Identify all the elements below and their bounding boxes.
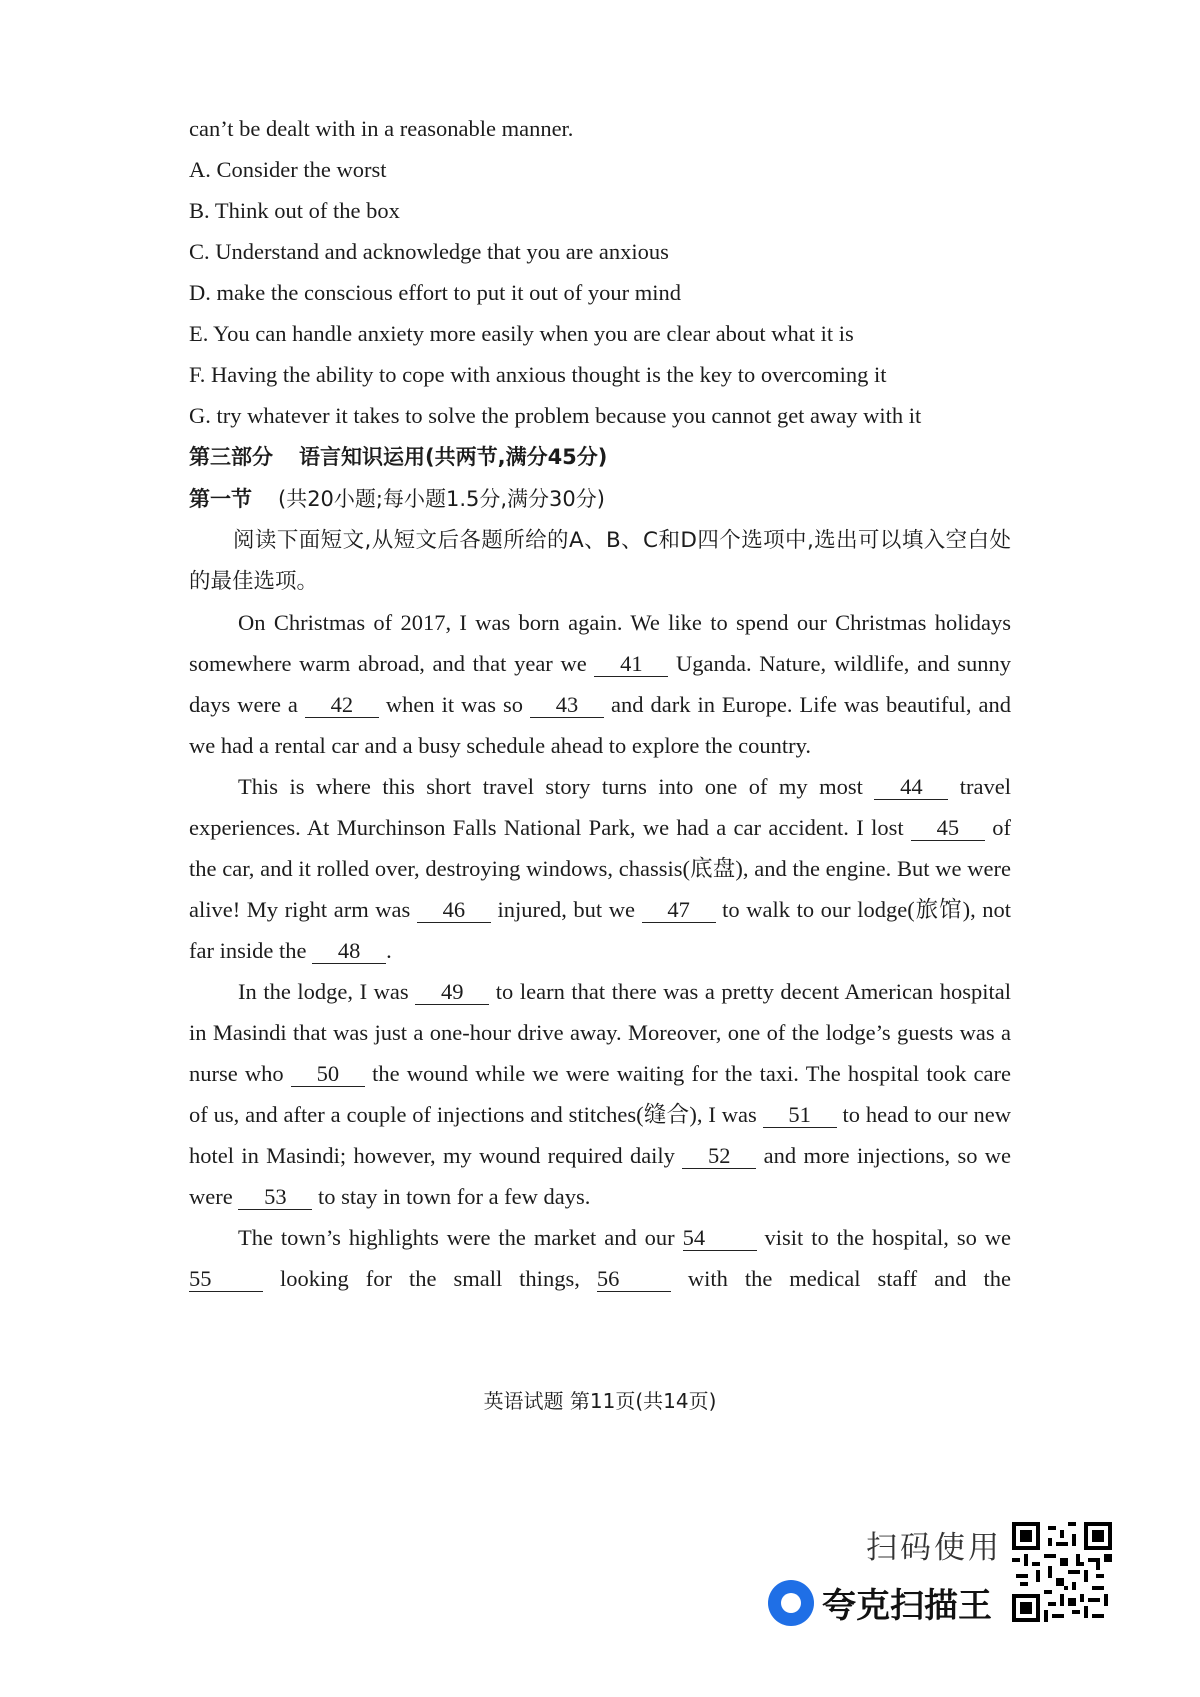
section3-subtitle: 语言知识运用(共两节,满分45分) (299, 445, 608, 469)
option-e: E. You can handle anxiety more easily when you are clear about what it is (189, 321, 854, 346)
blank-52[interactable]: 52 (682, 1144, 756, 1169)
option-d: D. make the conscious effort to put it out of your mind (189, 280, 682, 305)
option-b: B. Think out of the box (189, 198, 400, 223)
passage-paragraph-3: In the lodge, I was 49 to learn that there was a pretty decent American hospital in Masindi that was just a one-hour drive away. Moreover, one of the lodge’s guests was a nurse who 50 the wound while we were waiting for the taxi. The hospital took care of us, and after a couple of injections and stitches(缝合), I was 51 to head to our new hotel in Masindi; however, my wound required daily 52 and more injections, so we were 53 to stay in town for a few days. (189, 979, 1012, 1209)
watermark-brand (768, 1578, 992, 1627)
blank-56[interactable]: 56 (597, 1267, 671, 1292)
passage-paragraph-4: The town’s highlights were the market and our 54 visit to the hospital, so we 55 looking for the small things, 56 with the medical staff and the (189, 1225, 1012, 1291)
blank-45[interactable]: 45 (911, 816, 985, 841)
section1-title: 第一节 (189, 487, 252, 511)
option-c: C. Understand and acknowledge that you are anxious (189, 239, 669, 264)
text-line: can’t be dealt with in a reasonable manner. (189, 116, 574, 141)
blank-42[interactable]: 42 (305, 693, 379, 718)
section3-title: 第三部分 (189, 445, 273, 469)
option-a: A. Consider the worst (189, 157, 387, 182)
blank-51[interactable]: 51 (763, 1103, 837, 1128)
blank-50[interactable]: 50 (291, 1062, 365, 1087)
blank-54[interactable]: 54 (683, 1226, 757, 1251)
section1-heading (189, 478, 1011, 520)
section3-heading (189, 436, 1011, 478)
blank-44[interactable]: 44 (874, 775, 948, 800)
passage-paragraph-1: On Christmas of 2017, I was born again. We like to spend our Christmas holidays somewhere warm abroad, and that year we 41 Uganda. Nature, wildlife, and sunny days were a 42 when it was so 43 and dark in Europe. Life was beautiful, and we had a rental car and a busy schedule ahead to explore the country. (189, 610, 1011, 758)
blank-48[interactable]: 48 (312, 939, 386, 964)
blank-53[interactable]: 53 (238, 1185, 312, 1210)
option-g: G. try whatever it takes to solve the problem because you cannot get away with it (189, 403, 922, 428)
option-f: F. Having the ability to cope with anxious thought is the key to overcoming it (189, 362, 887, 387)
quark-logo-icon (768, 1580, 814, 1626)
blank-55[interactable]: 55 (189, 1267, 263, 1292)
watermark-scan-text: 扫码使用 (866, 1530, 1002, 1566)
watermark-brand-name: 夸克扫描王 (822, 1586, 992, 1626)
section1-subtitle: (共20小题;每小题1.5分,满分30分) (278, 487, 605, 511)
instructions: 阅读下面短文,从短文后各题所给的A、B、C和D四个选项中,选出可以填入空白处的最佳选项。 (189, 528, 1011, 594)
blank-49[interactable]: 49 (415, 980, 489, 1005)
blank-47[interactable]: 47 (642, 898, 716, 923)
page-content (189, 108, 1011, 1299)
blank-43[interactable]: 43 (530, 693, 604, 718)
qr-code-icon[interactable] (1012, 1522, 1112, 1622)
passage-paragraph-2: This is where this short travel story turns into one of my most 44 travel experiences. At Murchinson Falls National Park, we had a car accident. I lost 45 of the car, and it rolled over, destroying windows, chassis(底盘), and the engine. But we were alive! My right arm was 46 injured, but we 47 to walk to our lodge(旅馆), not far inside the 48 . (189, 774, 1012, 963)
page-footer: 英语试题 第11页(共14页) (483, 1389, 717, 1413)
blank-41[interactable]: 41 (594, 652, 668, 677)
blank-46[interactable]: 46 (417, 898, 491, 923)
